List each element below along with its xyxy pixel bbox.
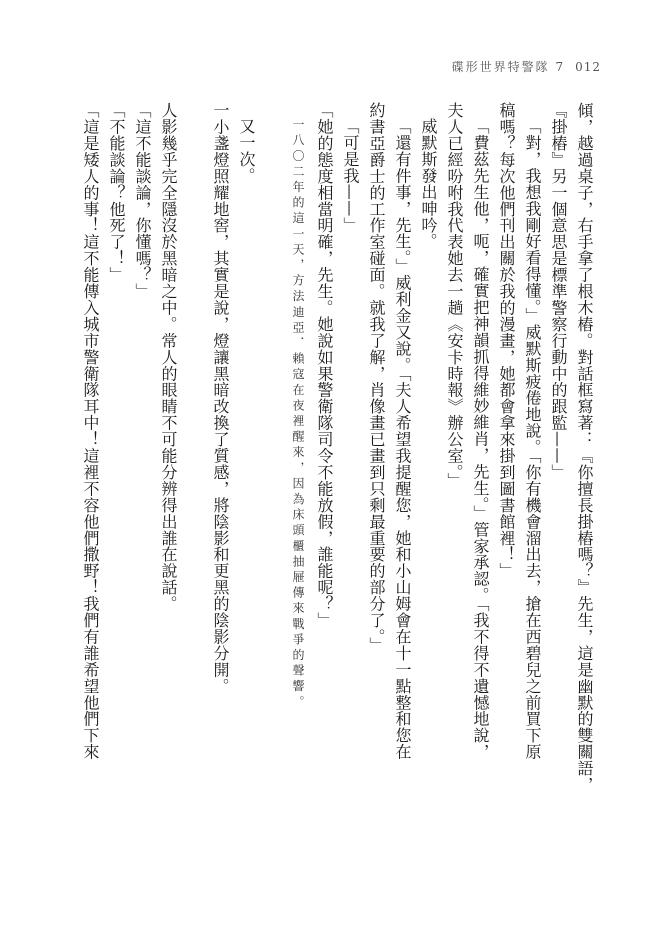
text-column: 「還有件事，先生。」威利金又說。「夫人希望我提醒您，她和小山姆會在十一點整和您在 — [393, 118, 412, 760]
text-column: 一小盞燈照耀地窖，其實是說，燈讓黑暗改換了質感，將陰影和更黑的陰影分開。 — [211, 102, 230, 695]
text-column: 「可是我——」 — [341, 118, 360, 234]
text-column: 「這是矮人的事！這不能傳入城市警衛隊耳中！這裡不容他們撒野！我們有誰希望他們下來 — [81, 102, 100, 760]
text-column: 傾，越過桌子，右手拿了根木樁。對話框寫著：『你擅長掛樁嗎？』先生，這是幽默的雙關語， — [575, 102, 594, 793]
text-column: 稿嗎？每次他們刊出關於我的漫畫，她都會拿來掛到圖書館裡！」 — [497, 102, 516, 580]
text-column: 「這不能談論，你懂嗎？」 — [133, 102, 152, 300]
text-column: 「對，我想我剛好看得懂。」威默斯疲倦地說。「你有機會溜出去，搶在西碧兒之前買下原 — [523, 118, 542, 760]
text-column: 約書亞爵士的工作室碰面。就我了解，肖像畫已畫到只剩最重要的部分了。」 — [367, 102, 386, 654]
text-column: 「不能談論？他死了！」 — [107, 102, 126, 283]
text-column: 「她的態度相當明確，先生。她說如果警衛隊司令不能放假，誰能呢？」 — [315, 102, 334, 629]
page-number: 012 — [575, 60, 601, 74]
text-column: 又一次。 — [237, 118, 256, 184]
text-column: 人影幾乎完全隱沒於黑暗之中。常人的眼睛不可能分辨得出誰在說話。 — [159, 102, 178, 612]
text-column: 一八〇二年的這一天，方法迪亞．賴寇在夜裡醒來，因為床頭櫃抽屜傳來戰爭的聲響。 — [291, 118, 305, 711]
text-column: 威默斯發出呻吟。 — [419, 118, 438, 250]
running-head — [452, 58, 601, 75]
text-column: 『掛樁』另一個意思是標準警察行動中的跟監——」 — [549, 102, 568, 481]
text-column: 「費茲先生他，呃，確實把神韻抓得維妙維肖，先生。」管家承認。「我不得不遺憾地說， — [471, 118, 490, 760]
text-column: 夫人已經吩咐我代表她去一趟《安卡時報》辦公室。」 — [445, 102, 464, 489]
book-title: 碟形世界特警隊 7 — [451, 60, 566, 74]
body-text — [77, 102, 597, 872]
